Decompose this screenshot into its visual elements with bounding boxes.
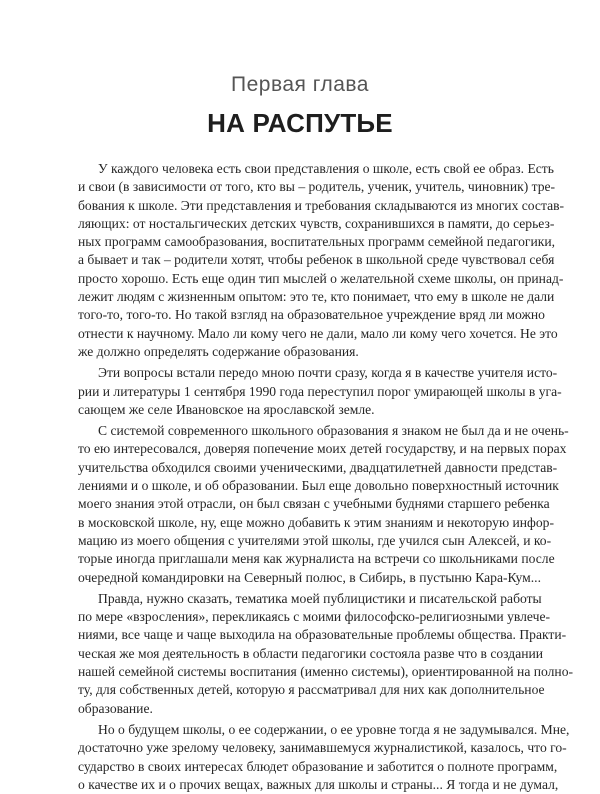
chapter-body (78, 160, 574, 794)
paragraph (78, 160, 565, 361)
text-line: же должно определять содержание образования. (78, 343, 359, 359)
text-line: лениями и о школе, и об образовании. Был еще довольно поверхностный источник (78, 478, 559, 494)
paragraph (78, 590, 574, 718)
paragraph (78, 364, 562, 419)
text-line: моего знания этой отрасли, он был связан с учебными буднями старшего ребенка (78, 496, 550, 512)
text-line: достаточно уже зрелому человеку, занимавшемуся журналистикой, казалось, что го- (78, 740, 567, 756)
chapter-label: Первая глава (231, 73, 369, 96)
text-line: нашей семейной системы воспитания (именно системы), ориентированной на полно- (78, 664, 574, 680)
text-line: в московской школе, ну, еще можно добавить к этим знаниям и некоторую инфор- (78, 514, 554, 530)
text-line: мацию из моего общения с учителями этой школы, где учился сын Алексей, и ко- (78, 532, 552, 548)
text-line: отнести к научному. Мало ли кому чего не дали, мало ли кому чего хочется. Не это (78, 325, 558, 341)
text-line: лежит людям с жизненным опытом: это те, кто понимает, что ему в школе не дали (78, 289, 555, 305)
text-line: учительства обходился своими ученическими, двадцатилетней давности представ- (78, 459, 558, 475)
paragraph (78, 721, 570, 794)
text-line: ляющих: от ностальгических детских чувств, сохранившихся в памяти, до серьез- (78, 215, 555, 231)
text-line: рии и литературы 1 сентября 1990 года переступил порог умирающей школы в уга- (78, 383, 562, 399)
text-line: бования к школе. Эти представления и требования складываются из многих состав- (78, 197, 565, 213)
text-line: Эти вопросы встали передо мною почти сразу, когда я в качестве учителя исто- (98, 365, 558, 381)
text-line: ту, для собственных детей, которую я рассматривал для них как дополнительное (78, 682, 545, 698)
chapter-title: НА РАСПУТЬЕ (207, 108, 393, 138)
text-line: очередной командировки на Северный полюс, в Сибирь, в пустыню Кара-Кум... (78, 569, 541, 585)
text-line: ческая же моя деятельность в области педагогики состояла разве что в создании (78, 645, 544, 661)
text-line: а бывает и так – родители хотят, чтобы ребенок в школьной среде чувствовал себя (78, 252, 555, 268)
text-line: ных программ самообразования, воспитательных программ семейной педагогики, (78, 234, 556, 250)
text-line: У каждого человека есть свои представления о школе, есть свой ее образ. Есть (98, 161, 554, 176)
text-line: торые иногда приглашали меня как журналиста на встречи со школьниками после (78, 551, 555, 567)
text-line: и свои (в зависимости от того, кто вы – родитель, ученик, учитель, чиновник) тре- (78, 179, 556, 195)
text-line: просто хорошо. Есть еще один тип мыслей о желательной схеме школы, он принад- (78, 270, 564, 286)
text-line: ниями, все чаще и чаще выходила на образовательные проблемы общества. Практи- (78, 627, 567, 643)
text-line: сударство в своих интересах блюдет образование и заботится о полноте программ, (78, 758, 558, 774)
text-line: о качестве их и о прочих вещах, важных для школы и страны... Я тогда и не думал, (78, 776, 559, 792)
text-line: Но о будущем школы, о ее содержании, о ее уровне тогда я не задумывался. Мне, (98, 721, 570, 737)
text-line: Правда, нужно сказать, тематика моей публицистики и писательской работы (98, 590, 542, 606)
text-line: сающем же селе Ивановское на ярославской земле. (78, 401, 375, 417)
text-line: образование. (78, 700, 153, 716)
text-line: С системой современного школьного образования я знаком не был да и не очень- (98, 423, 569, 439)
text-line: то ею интересовался, доверяя попечение моих детей государству, и на первых порах (78, 441, 567, 457)
paragraph (78, 422, 569, 587)
text-line: по мере «взросления», перекликаясь с моими философско-религиозными увлече- (78, 609, 551, 625)
text-line: того-то, того-то. Но такой взгляд на образовательное учреждение вряд ли можно (78, 307, 545, 323)
